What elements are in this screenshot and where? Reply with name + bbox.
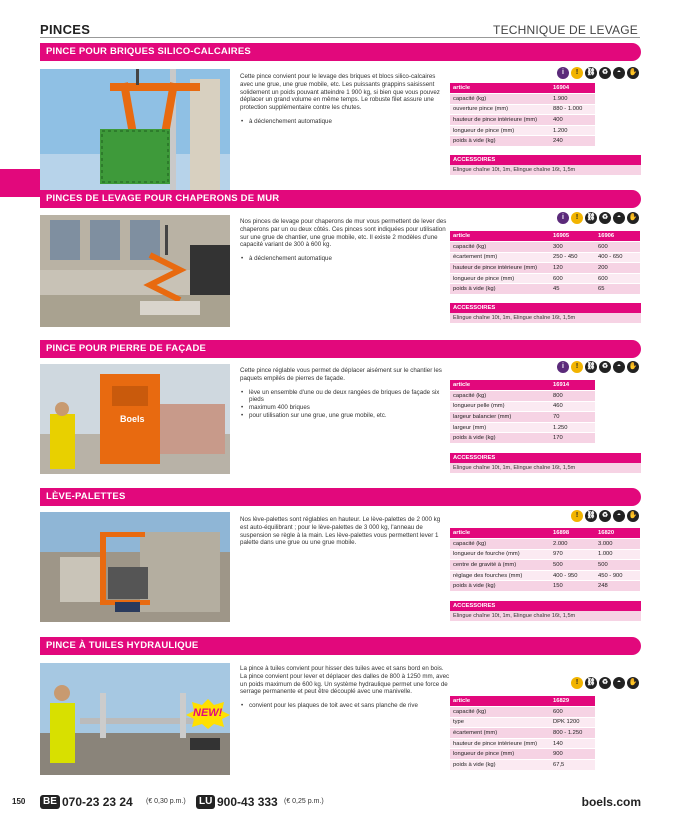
chain-icon: ⛓ xyxy=(585,212,597,224)
row-value: 45 xyxy=(550,284,595,295)
table-header-row xyxy=(450,380,595,391)
warning-icon: ! xyxy=(571,510,583,522)
row-label: hauteur de pince intérieure (mm) xyxy=(450,115,550,126)
row-label: longueur pelle (mm) xyxy=(450,401,550,412)
info-icon: i xyxy=(557,67,569,79)
row-label: poids à vide (kg) xyxy=(450,760,550,771)
row-label: hauteur de pince intérieure (mm) xyxy=(450,738,550,749)
table-header-cell: 16904 xyxy=(550,83,595,94)
row-label: capacité (kg) xyxy=(450,539,550,550)
helmet-icon: ◓ xyxy=(613,361,625,373)
section-title-bar xyxy=(40,488,641,506)
gloves-icon: ✋ xyxy=(627,361,639,373)
warning-icon: ! xyxy=(571,212,583,224)
description-text: Cette pince convient pour le levage des briques et blocs silico-calcaires avec une grue, une grue mobile, etc. Les puissants grappins saisissent solidement un poids pouvant atteindre 1 900 kg, si bien que vous pouvez déplacer un grand volume en même temps. Le robuste filet assure une protection supplémentaire contre les chutes. xyxy=(240,73,440,112)
section-title-bar xyxy=(40,43,641,61)
product-photo xyxy=(40,69,230,194)
chain-icon: ⛓ xyxy=(585,361,597,373)
row-label: longueur de pince (mm) xyxy=(450,125,550,136)
row-value: 500 xyxy=(595,560,640,571)
new-badge xyxy=(186,699,230,729)
phone-lu[interactable]: 900-43 333 xyxy=(217,795,278,809)
accessories-header: ACCESSOIRES xyxy=(450,303,641,313)
row-value: 880 - 1.000 xyxy=(550,104,595,115)
table-row xyxy=(450,401,595,412)
recycle-icon: ♻ xyxy=(599,361,611,373)
row-value: 300 xyxy=(550,242,595,253)
product-description xyxy=(240,218,450,263)
warning-icon: ! xyxy=(571,67,583,79)
row-value: 900 xyxy=(550,749,595,760)
spec-table xyxy=(450,83,595,147)
chain-icon: ⛓ xyxy=(585,677,597,689)
feature-item: • à déclenchement automatique xyxy=(240,255,450,263)
row-label: poids à vide (kg) xyxy=(450,136,550,147)
table-row xyxy=(450,136,595,147)
info-icon: i xyxy=(557,212,569,224)
row-label: poids à vide (kg) xyxy=(450,284,550,295)
phone-be[interactable]: 070-23 23 24 xyxy=(62,795,133,809)
page-number: 150 xyxy=(12,797,26,806)
row-label: longueur de fourche (mm) xyxy=(450,549,550,560)
row-label: longueur de pince (mm) xyxy=(450,273,550,284)
product-photo xyxy=(40,663,230,775)
row-label: longueur de pince (mm) xyxy=(450,749,550,760)
table-header-cell: article xyxy=(450,696,550,707)
row-value: 600 xyxy=(595,242,640,253)
table-row xyxy=(450,252,640,263)
row-value: 1.200 xyxy=(550,125,595,136)
section-pince-tuiles xyxy=(40,637,641,787)
feature-list xyxy=(240,118,450,126)
row-value: 400 xyxy=(550,115,595,126)
safety-icons xyxy=(571,510,639,522)
gloves-icon: ✋ xyxy=(627,677,639,689)
chain-icon: ⛓ xyxy=(585,67,597,79)
table-header-cell: 16914 xyxy=(550,380,595,391)
row-label: écartement (mm) xyxy=(450,252,550,263)
phone-lu-rate: (€ 0,25 p.m.) xyxy=(284,798,324,805)
description-text: Cette pince réglable vous permet de déplacer aisément sur le chantier les paquets empilés de pierres de façade. xyxy=(240,367,442,382)
helmet-icon: ◓ xyxy=(613,510,625,522)
row-label: capacité (kg) xyxy=(450,242,550,253)
product-photo xyxy=(40,364,230,474)
accessories-text: Elingue chaîne 10t, 1m, Elingue chaîne 16t, 1,5m xyxy=(450,165,641,175)
helmet-icon: ◓ xyxy=(613,212,625,224)
safety-icons xyxy=(557,67,639,79)
table-row xyxy=(450,539,640,550)
row-value: 3.000 xyxy=(595,539,640,550)
feature-item: • lève un ensemble d'une ou de deux rangées de briques de façade six pieds xyxy=(240,389,450,405)
table-row xyxy=(450,581,640,592)
helmet-icon: ◓ xyxy=(613,67,625,79)
row-value: 200 xyxy=(595,263,640,274)
product-description xyxy=(240,665,450,710)
row-label: capacité (kg) xyxy=(450,707,550,718)
feature-list xyxy=(240,389,450,420)
helmet-icon: ◓ xyxy=(613,677,625,689)
accessories-header: ACCESSOIRES xyxy=(450,155,641,165)
row-value: 600 xyxy=(595,273,640,284)
table-header-cell: 16898 xyxy=(550,528,595,539)
section-title-bar xyxy=(40,190,641,208)
accessories-header: ACCESSOIRES xyxy=(450,453,641,463)
table-row xyxy=(450,549,640,560)
table-row xyxy=(450,570,640,581)
description-text: Nos pinces de levage pour chaperons de mur vous permettent de lever des chaperons par un ou deux côtés. Ces pinces sont indiquées pour utilisation sur une grue de chantier, une grue mobile, etc. Il existe 2 modèles d'une capacité variant de 300 à 600 kg. xyxy=(240,218,447,249)
row-label: poids à vide (kg) xyxy=(450,433,550,444)
row-value: 67,5 xyxy=(550,760,595,771)
table-header-row xyxy=(450,83,595,94)
recycle-icon: ♻ xyxy=(599,677,611,689)
safety-icons xyxy=(571,677,639,689)
feature-item: • pour utilisation sur une grue, une grue mobile, etc. xyxy=(240,412,450,420)
spec-table xyxy=(450,528,640,592)
product-photo xyxy=(40,512,230,622)
table-header-row xyxy=(450,528,640,539)
table-row xyxy=(450,707,595,718)
page-title: PINCES xyxy=(40,22,91,37)
accessories-header: ACCESSOIRES xyxy=(450,601,641,611)
feature-list xyxy=(240,255,450,263)
table-header-row xyxy=(450,231,640,242)
row-value: 120 xyxy=(550,263,595,274)
row-label: réglage des fourches (mm) xyxy=(450,570,550,581)
table-row xyxy=(450,560,640,571)
row-value: 600 xyxy=(550,273,595,284)
row-label: écartement (mm) xyxy=(450,728,550,739)
row-value: 150 xyxy=(550,581,595,592)
row-value: 2.000 xyxy=(550,539,595,550)
section-title: PINCE POUR PIERRE DE FAÇADE xyxy=(46,343,207,354)
product-photo xyxy=(40,215,230,327)
table-row xyxy=(450,738,595,749)
row-value: 1.250 xyxy=(550,422,595,433)
row-value: 800 xyxy=(550,391,595,402)
row-value: 65 xyxy=(595,284,640,295)
row-value: 400 - 650 xyxy=(595,252,640,263)
product-description xyxy=(240,516,450,553)
table-header-cell: 16905 xyxy=(550,231,595,242)
table-row xyxy=(450,412,595,423)
photo-pallet-lifter xyxy=(40,512,230,622)
row-value: 140 xyxy=(550,738,595,749)
section-leve-palettes xyxy=(40,488,641,628)
product-description xyxy=(240,73,450,126)
category-title: TECHNIQUE DE LEVAGE xyxy=(493,23,638,37)
row-label: hauteur de pince intérieure (mm) xyxy=(450,263,550,274)
row-value: 250 - 450 xyxy=(550,252,595,263)
table-header-cell: article xyxy=(450,528,550,539)
spec-table xyxy=(450,380,595,444)
accessories-text: Elingue chaîne 10t, 1m, Elingue chaîne 16t, 1,5m xyxy=(450,313,641,323)
table-row xyxy=(450,728,595,739)
country-code-be: BE xyxy=(40,795,60,809)
row-value: 400 - 950 xyxy=(550,570,595,581)
table-header-cell: 16906 xyxy=(595,231,640,242)
section-title: PINCE À TUILES HYDRAULIQUE xyxy=(46,640,199,651)
section-title: PINCE POUR BRIQUES SILICO-CALCAIRES xyxy=(46,46,251,57)
row-value: 800 - 1.250 xyxy=(550,728,595,739)
info-icon: i xyxy=(557,361,569,373)
row-value: 240 xyxy=(550,136,595,147)
gloves-icon: ✋ xyxy=(627,510,639,522)
section-pierre-facade xyxy=(40,340,641,480)
warning-icon: ! xyxy=(571,361,583,373)
row-value: 500 xyxy=(550,560,595,571)
header-rule xyxy=(40,37,640,38)
feature-list xyxy=(240,702,450,710)
table-header-cell: article xyxy=(450,231,550,242)
row-label: capacité (kg) xyxy=(450,94,550,105)
table-header-cell: article xyxy=(450,83,550,94)
table-row xyxy=(450,115,595,126)
feature-item: • convient pour les plaques de toit avec et sans planche de rive xyxy=(240,702,450,710)
table-row xyxy=(450,104,595,115)
photo-wall-clamp xyxy=(40,215,230,327)
table-row xyxy=(450,422,595,433)
table-row xyxy=(450,263,640,274)
gloves-icon: ✋ xyxy=(627,67,639,79)
table-row xyxy=(450,717,595,728)
row-value: 248 xyxy=(595,581,640,592)
row-label: type xyxy=(450,717,550,728)
safety-icons xyxy=(557,361,639,373)
table-header-cell: 16829 xyxy=(550,696,595,707)
recycle-icon: ♻ xyxy=(599,510,611,522)
row-label: poids à vide (kg) xyxy=(450,581,550,592)
row-value: 70 xyxy=(550,412,595,423)
row-value: 600 xyxy=(550,707,595,718)
accessories-text: Elingue chaîne 10t, 1m, Elingue chaîne 16t, 1,5m xyxy=(450,463,641,473)
spec-table xyxy=(450,231,640,295)
table-row xyxy=(450,760,595,771)
description-text: La pince à tuiles convient pour hisser des tuiles avec et sans bord en bois. La pince convient pour lever et déplacer des dalles de 800 à 1250 mm, avec un poids maximum de 600 kg. Un système hydraulique permet une force de serrage permanente et peut être découplé avec une manivelle. xyxy=(240,665,450,696)
country-code-lu: LU xyxy=(196,795,215,809)
row-value: DPK 1200 xyxy=(550,717,595,728)
page-footer xyxy=(0,795,676,811)
row-value: 460 xyxy=(550,401,595,412)
description-text: Nos lève-palettes sont réglables en hauteur. Le lève-palettes de 2 000 kg est auto-équilibrant ; pour le lève-palettes de 3 000 kg, l'anneau de suspension se règle à la main. Les lève-palettes vous permettent lever 1 palette dans une grue ou une grue mobile. xyxy=(240,516,441,547)
table-row xyxy=(450,94,595,105)
section-title-bar xyxy=(40,637,641,655)
row-value: 450 - 900 xyxy=(595,570,640,581)
row-label: largeur (mm) xyxy=(450,422,550,433)
website-link[interactable]: boels.com xyxy=(581,795,641,809)
feature-item: • à déclenchement automatique xyxy=(240,118,450,126)
table-row xyxy=(450,391,595,402)
spec-table xyxy=(450,696,595,771)
product-description xyxy=(240,367,450,420)
warning-icon: ! xyxy=(571,677,583,689)
photo-brick-clamp xyxy=(40,69,230,194)
row-value: 1.000 xyxy=(595,549,640,560)
row-value: 170 xyxy=(550,433,595,444)
table-row xyxy=(450,433,595,444)
row-label: ouverture pince (mm) xyxy=(450,104,550,115)
row-value: 970 xyxy=(550,549,595,560)
table-row xyxy=(450,273,640,284)
section-title: PINCES DE LEVAGE POUR CHAPERONS DE MUR xyxy=(46,193,280,204)
table-row xyxy=(450,242,640,253)
section-title: LÈVE-PALETTES xyxy=(46,491,126,502)
table-header-cell: article xyxy=(450,380,550,391)
row-value: 1.900 xyxy=(550,94,595,105)
table-header-row xyxy=(450,696,595,707)
new-badge-label: NEW! xyxy=(193,707,223,719)
table-row xyxy=(450,125,595,136)
phone-be-rate: (€ 0,30 p.m.) xyxy=(146,798,186,805)
section-silico-calcaires xyxy=(40,43,641,193)
chain-icon: ⛓ xyxy=(585,510,597,522)
table-row xyxy=(450,749,595,760)
row-label: centre de gravité à (mm) xyxy=(450,560,550,571)
table-header-cell: 16820 xyxy=(595,528,640,539)
feature-item: • maximum 400 briques xyxy=(240,404,450,412)
svg-text:Boels: Boels xyxy=(120,414,145,424)
side-tab-marker xyxy=(0,169,40,197)
section-chaperons xyxy=(40,190,641,340)
section-title-bar xyxy=(40,340,641,358)
row-label: capacité (kg) xyxy=(450,391,550,402)
accessories-text: Elingue chaîne 10t, 1m, Elingue chaîne 16t, 1,5m xyxy=(450,611,641,621)
recycle-icon: ♻ xyxy=(599,67,611,79)
row-label: largeur balancier (mm) xyxy=(450,412,550,423)
gloves-icon: ✋ xyxy=(627,212,639,224)
table-row xyxy=(450,284,640,295)
recycle-icon: ♻ xyxy=(599,212,611,224)
safety-icons xyxy=(557,212,639,224)
photo-facade-clamp xyxy=(40,364,230,474)
